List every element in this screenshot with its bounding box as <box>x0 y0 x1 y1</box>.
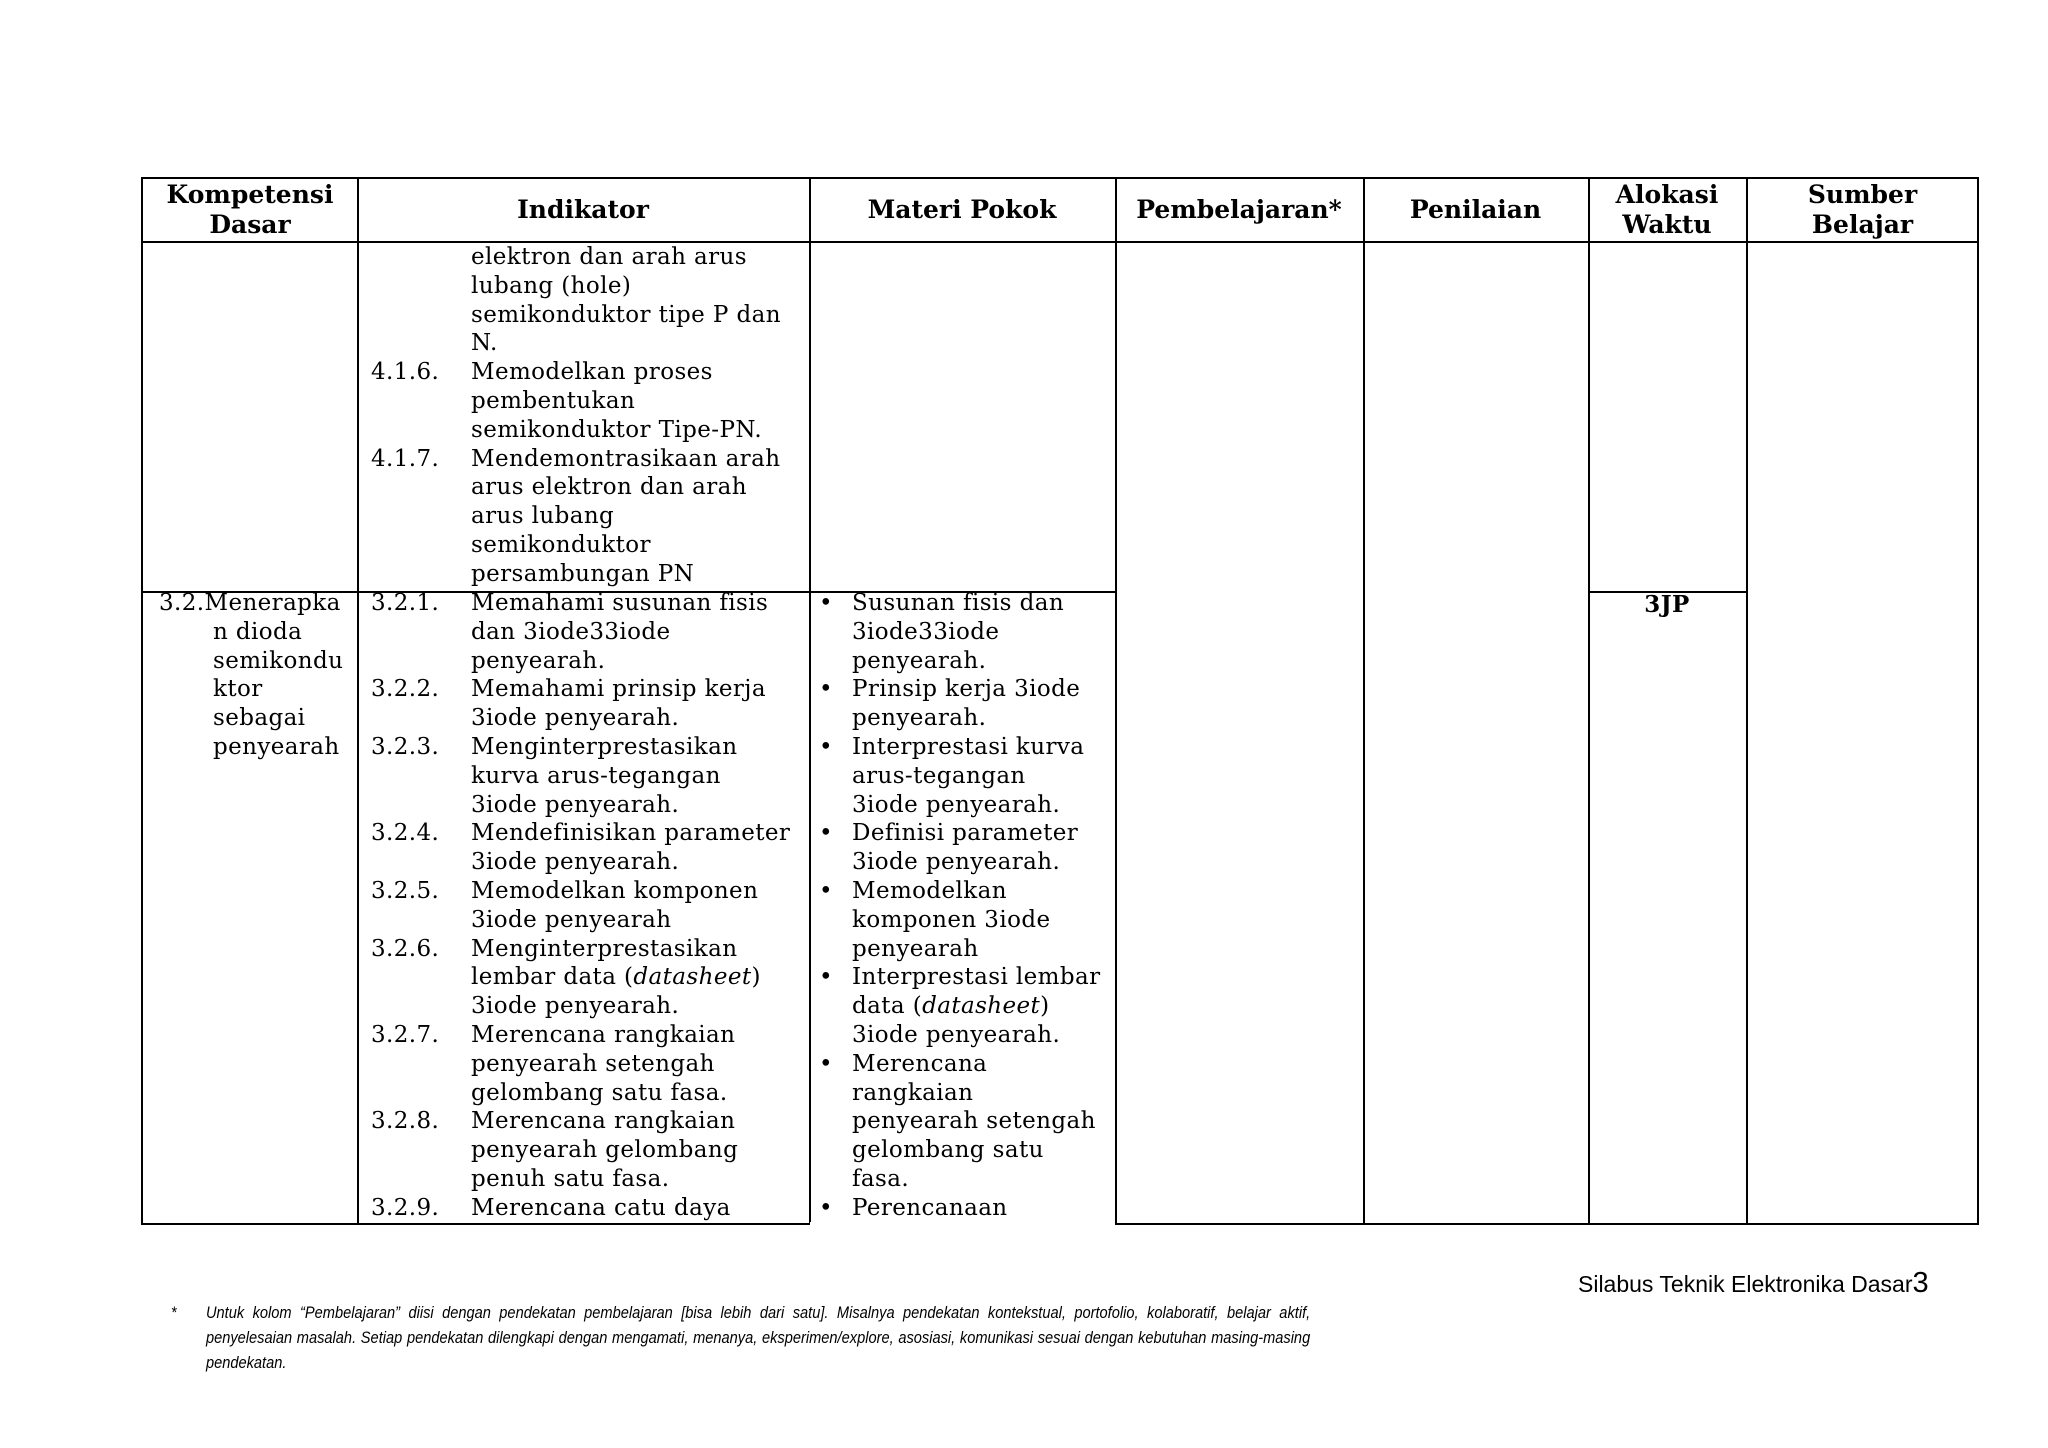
line-text: semikonduktor tipe P dan <box>471 301 781 328</box>
indicator-number: 3.2.6. <box>371 935 440 962</box>
cell-line <box>371 877 807 906</box>
indicator-number <box>371 560 471 589</box>
cell-line <box>819 848 1111 877</box>
line-text: penyearah setengah <box>471 1050 715 1077</box>
cell-line <box>819 647 1111 676</box>
bullet-marker <box>819 992 852 1021</box>
cell-line <box>819 675 1111 704</box>
line-text: Merencana <box>852 1050 988 1077</box>
line-text: Memahami susunan fisis <box>471 590 769 616</box>
indicator-number <box>371 1050 471 1079</box>
line-text: data (datasheet) <box>852 993 1050 1020</box>
line-text: 3iode penyearah. <box>471 705 680 732</box>
line-text: pembentukan <box>471 387 636 414</box>
bullet-marker: • <box>819 877 833 904</box>
line-text: Memodelkan <box>852 877 1007 904</box>
bullet-marker <box>819 791 852 820</box>
cell-line <box>819 1079 1111 1108</box>
row2-kompetensi-cell <box>159 589 355 762</box>
line-text: lembar data (datasheet) <box>471 964 761 991</box>
cell-line <box>371 243 801 272</box>
kd-line: penyearah <box>213 733 340 760</box>
row1-indikator-cell <box>371 243 801 589</box>
header-kompetensi-dasar: Kompetensi Dasar <box>166 180 334 239</box>
indicator-number <box>371 243 471 272</box>
cell-line <box>819 963 1111 992</box>
bullet-marker: • <box>819 1194 833 1221</box>
indicator-number: 4.1.7. <box>371 445 440 472</box>
column-divider <box>357 179 359 1223</box>
cell-line <box>819 1107 1111 1136</box>
cell-line <box>371 1021 807 1050</box>
line-text: 3iode penyearah. <box>852 1021 1061 1048</box>
cell-line <box>371 473 801 502</box>
cell-line <box>371 589 807 618</box>
bullet-marker <box>819 848 852 877</box>
column-divider <box>1115 179 1117 1223</box>
cell-line <box>819 819 1111 848</box>
line-text: semikonduktor <box>471 531 651 558</box>
syllabus-table <box>141 177 1979 1225</box>
line-text: gelombang satu fasa. <box>471 1079 728 1106</box>
cell-line <box>819 1050 1111 1079</box>
cell-line <box>371 906 807 935</box>
indicator-number: 3.2.8. <box>371 1108 440 1135</box>
line-text: 3iode penyearah. <box>852 849 1061 876</box>
bullet-marker: • <box>819 1050 833 1077</box>
cell-line <box>371 992 807 1021</box>
cell-line <box>371 618 807 647</box>
line-text: Mendemontrasikaan arah <box>471 445 781 472</box>
line-text: Susunan fisis dan <box>852 590 1065 616</box>
indicator-number <box>371 762 471 791</box>
line-text: Memodelkan proses <box>471 359 713 386</box>
cell-line <box>371 704 807 733</box>
indicator-number <box>371 473 471 502</box>
indicator-number <box>371 906 471 935</box>
indicator-number: 3.2.4. <box>371 820 440 847</box>
footnote-marker: * <box>171 1303 178 1322</box>
line-text: penyearah gelombang <box>471 1137 739 1164</box>
line-text: penyearah <box>852 935 979 962</box>
bullet-marker: • <box>819 964 833 991</box>
line-text: 3iode penyearah. <box>852 791 1061 818</box>
line-text: komponen 3iode <box>852 906 1051 933</box>
bullet-marker: • <box>819 820 833 847</box>
line-text: Menginterprestasikan <box>471 733 738 760</box>
row2-indikator-cell <box>371 589 807 1223</box>
indicator-number <box>371 301 471 330</box>
cell-line <box>819 877 1111 906</box>
cell-line <box>371 762 807 791</box>
bullet-marker: • <box>819 733 833 760</box>
cell-line <box>371 1050 807 1079</box>
line-text: fasa. <box>852 1165 910 1192</box>
indicator-number <box>371 272 471 301</box>
cell-line <box>819 1136 1111 1165</box>
cell-line <box>819 618 1111 647</box>
cell-line <box>371 560 801 589</box>
cell-line <box>819 589 1111 618</box>
indicator-number <box>371 791 471 820</box>
indicator-number: 3.2.3. <box>371 733 440 760</box>
header-penilaian: Penilaian <box>1409 195 1542 224</box>
line-text: Merencana catu daya <box>471 1194 731 1221</box>
cell-line <box>371 848 807 877</box>
line-text: persambungan PN <box>471 560 695 587</box>
indicator-number <box>371 647 471 676</box>
line-text: lubang (hole) <box>471 272 632 299</box>
column-divider <box>1588 179 1590 1223</box>
bullet-marker <box>819 1136 852 1165</box>
line-text: arus elektron dan arah <box>471 474 747 501</box>
cell-line <box>819 992 1111 1021</box>
line-text: elektron dan arah arus <box>471 244 747 270</box>
line-text: arus-tegangan <box>852 762 1026 789</box>
column-divider <box>1746 179 1748 1223</box>
line-text: kurva arus-tegangan <box>471 762 721 789</box>
column-divider <box>1363 179 1365 1223</box>
cell-line <box>371 1136 807 1165</box>
indicator-number: 3.2.1. <box>371 590 440 616</box>
cell-line <box>819 1194 1111 1223</box>
line-text: 3iode penyearah. <box>471 993 680 1020</box>
cell-line <box>371 531 801 560</box>
line-text: 3iode penyearah. <box>471 791 680 818</box>
indicator-number <box>371 992 471 1021</box>
line-text: 3iode penyearah. <box>471 849 680 876</box>
footnote-text: Untuk kolom “Pembelajaran” diisi dengan pendekatan pembelajaran [bisa lebih dari satu]. Misalnya pendekatan kontekstual, portofolio, kolaboratif, belajar aktif, penyelesaian masalah. Setiap pendekatan dilengkapi dengan mengamati, menanya, eksperimen/explore, asosiasi, komunikasi sesuai dengan kebutuhan masing-masing pendekatan. <box>205 1303 1311 1372</box>
line-text: penyearah. <box>852 705 987 732</box>
header-alokasi-waktu: Alokasi Waktu <box>1615 180 1719 239</box>
page-number: 3 <box>1912 1267 1929 1299</box>
line-text: gelombang satu <box>852 1137 1044 1164</box>
bullet-marker <box>819 1107 852 1136</box>
indicator-number <box>371 1079 471 1108</box>
cell-line <box>371 445 801 474</box>
row2-alokasi-value: 3JP <box>1644 591 1690 618</box>
column-divider <box>809 179 811 1223</box>
indicator-number <box>371 1165 471 1194</box>
bullet-marker <box>819 906 852 935</box>
line-text: Interprestasi lembar <box>852 964 1101 991</box>
line-text: Menginterprestasikan <box>471 935 738 962</box>
cell-line <box>371 1165 807 1194</box>
bullet-marker <box>819 1079 852 1108</box>
line-text: Merencana rangkaian <box>471 1021 736 1048</box>
row2-materi-cell <box>819 589 1111 1223</box>
indicator-number: 3.2.7. <box>371 1021 440 1048</box>
line-text: rangkaian <box>852 1079 974 1106</box>
line-text: Memodelkan komponen <box>471 877 759 904</box>
cell-line <box>819 762 1111 791</box>
bullet-marker <box>819 618 852 647</box>
cell-line <box>371 647 807 676</box>
cell-line <box>819 935 1111 964</box>
bullet-marker: • <box>819 590 833 616</box>
bullet-marker <box>819 704 852 733</box>
cell-line <box>371 358 801 387</box>
cell-line <box>371 329 801 358</box>
cell-line <box>371 301 801 330</box>
line-text: N. <box>471 330 498 357</box>
indicator-number <box>371 963 471 992</box>
line-text: arus lubang <box>471 503 615 530</box>
cell-line <box>819 1021 1111 1050</box>
cell-line <box>371 733 807 762</box>
cell-line <box>371 502 801 531</box>
header-materi-pokok: Materi Pokok <box>867 195 1057 224</box>
footer-title <box>1578 1267 1929 1300</box>
line-text: Prinsip kerja 3iode <box>852 676 1081 703</box>
indicator-number <box>371 416 471 445</box>
line-text: 3iode33iode <box>852 618 1000 645</box>
cell-line <box>819 733 1111 762</box>
cell-line <box>371 935 807 964</box>
indicator-number <box>371 329 471 358</box>
indicator-number <box>371 848 471 877</box>
line-text: semikonduktor Tipe-PN. <box>471 416 763 443</box>
footnote <box>171 1300 1311 1375</box>
cell-line <box>371 387 801 416</box>
kd-line: n dioda <box>213 618 303 645</box>
bullet-marker <box>819 762 852 791</box>
header-indikator: Indikator <box>517 195 649 224</box>
indicator-number <box>371 531 471 560</box>
indicator-number: 3.2.9. <box>371 1194 440 1221</box>
cell-line <box>819 791 1111 820</box>
line-text: Merencana rangkaian <box>471 1108 736 1135</box>
line-text: penyearah setengah <box>852 1108 1096 1135</box>
indicator-number <box>371 502 471 531</box>
indicator-number: 3.2.5. <box>371 877 440 904</box>
line-text: Memahami prinsip kerja <box>471 676 766 703</box>
kd-line: ktor <box>213 676 263 703</box>
line-text: penyearah. <box>852 647 987 674</box>
cell-line <box>371 791 807 820</box>
cell-line <box>819 1165 1111 1194</box>
bullet-marker <box>819 1165 852 1194</box>
border-gap <box>810 1222 1115 1225</box>
line-text: penuh satu fasa. <box>471 1165 670 1192</box>
cell-line <box>371 1107 807 1136</box>
bullet-marker <box>819 1021 852 1050</box>
kd-continuation <box>159 618 355 762</box>
indicator-number <box>371 618 471 647</box>
kd-first-line: 3.2.Menerapka <box>159 590 341 616</box>
bullet-marker <box>819 647 852 676</box>
cell-line <box>371 1079 807 1108</box>
cell-line <box>371 963 807 992</box>
line-text: Definisi parameter <box>852 820 1079 847</box>
cell-line <box>371 819 807 848</box>
cell-line <box>371 272 801 301</box>
line-text: 3iode penyearah <box>471 906 672 933</box>
header-pembelajaran: Pembelajaran* <box>1136 195 1342 224</box>
cell-line <box>819 906 1111 935</box>
line-text: Interprestasi kurva <box>852 733 1085 760</box>
kd-line: semikondu <box>213 647 344 674</box>
indicator-number: 3.2.2. <box>371 676 440 703</box>
cell-line <box>371 1194 807 1223</box>
bullet-marker: • <box>819 676 833 703</box>
bullet-marker <box>819 935 852 964</box>
cell-line <box>371 675 807 704</box>
line-text: penyearah. <box>471 647 606 674</box>
indicator-number <box>371 1136 471 1165</box>
kd-line: sebagai <box>213 705 306 732</box>
footer-title-text: Silabus Teknik Elektronika Dasar <box>1578 1271 1913 1297</box>
indicator-number: 4.1.6. <box>371 359 440 386</box>
indicator-number <box>371 704 471 733</box>
cell-line <box>819 704 1111 733</box>
line-text: Perencanaan <box>852 1194 1008 1221</box>
line-text: Mendefinisikan parameter <box>471 820 791 847</box>
cell-line <box>371 416 801 445</box>
line-text: dan 3iode33iode <box>471 618 671 645</box>
indicator-number <box>371 387 471 416</box>
header-sumber-belajar: Sumber Belajar <box>1807 180 1918 239</box>
